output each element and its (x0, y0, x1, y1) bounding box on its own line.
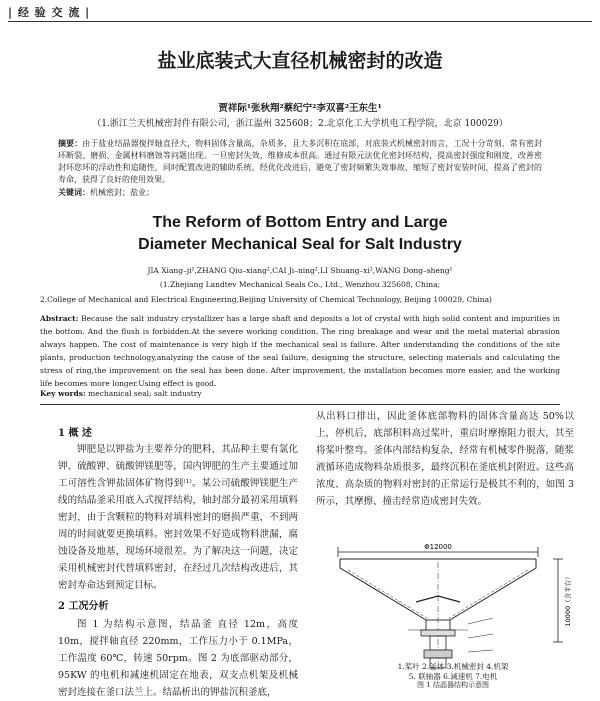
en-title-line2: Diameter Mechanical Seal for Salt Industry (138, 236, 462, 253)
en-title (0, 212, 600, 256)
section2-heading: 2 工况分析 (58, 601, 109, 612)
section1-paragraph: 钾肥是以钾盐为主要养分的肥料，其品种主要有氯化钾、硫酸钾、硫酸钾镁肥等，国内钾肥的生产主要通过加工可溶性含钾盐固体矿物得到⁽¹⁾。某公司硫酸钾镁肥生产线的结晶釜采用底入式搅拌结构，轴封部分最初采用填料密封，由于含颗粒的物料对填料密封的磨损严重，不到两周的时间就要更换填料。密封效果不好造成物料泄漏，腐蚀设备及地基，现场环境很差。为了解决这一问题，决定采用机械密封代替填料密封，在经过几次结构改进后，其密封寿命达到预定目标。 (58, 444, 298, 591)
figure-legend-line1: 1.桨叶 2.釜体 3.机械密封 4.机架 (397, 662, 509, 671)
cn-keywords-label: 关键词： (58, 187, 90, 197)
en-keywords-text: mechanical seal; salt industry (88, 389, 202, 398)
en-abstract-label: Abstract: (40, 314, 79, 323)
right-column-text (316, 408, 574, 510)
cn-authors: 贾祥际¹张秋翔²蔡纪宁²李双喜²王东生¹ (218, 103, 382, 114)
cn-abstract (58, 137, 542, 186)
en-affiliation-1: (1.Zhejiang Landtev Mechanical Seals Co., Ltd., Wenzhou 325608, China; (159, 280, 441, 289)
section2-paragraph: 图 1 为结构示意图，结晶釜 直径 12m，高度 10m，搅拌轴直径 220mm，工作压力小于 0.1MPa，工作温度 60℃，转速 50rpm。图 2 为底部驱动部分，95KW 的电机和减速机固定在地表，双支点机架及机械密封连接在釜口法兰上。结晶析出的钾盐沉积釜底， (58, 619, 298, 698)
cn-keywords-text: 机械密封；盐业； (90, 188, 154, 197)
en-abstract (40, 312, 560, 390)
en-title-line1: The Reform of Bottom Entry and Large (152, 214, 448, 231)
figure-legend-line2: 5. 联轴器 6.减速机 7.电机 (408, 672, 498, 681)
dim-height-label: 10000（含平台） (564, 573, 572, 627)
figure-caption: 图 1 结晶器结构示意图 (417, 681, 489, 689)
cn-abstract-label: 摘要： (58, 138, 83, 148)
section1-heading: 1 概 述 (58, 428, 92, 439)
cn-abstract-text: 由于盐业结晶器搅拌轴直径大，物料固体含量高，杂质多，且大多沉积在底部，对底装式机械密封而言，工况十分苛刻，常有密封环断裂、磨损、金属材料磨蚀等问题出现。一旦密封失效，维修成本很高。通过有限元法优化密封环结构，提高密封强度和刚度，改善密封环您环的浮动性和追随性，同时配置改进的辅助系统。经优化改进后，避免了密封频繁失效事故，缩短了密封安装时间，提高了密封的寿命，获得了良好的使用效果。 (58, 139, 542, 184)
header-rule (8, 21, 592, 22)
cn-keywords (58, 187, 542, 198)
section2-body (58, 616, 298, 701)
en-affiliation-2: 2.College of Mechanical and Electrical Engineering,Beijing University of Chemical Technology, Beijing 100029, China) (40, 295, 492, 304)
right-paragraph: 从出料口排出，因此釜体底部物料的固体含量高达 50%以上，停机后，底部积料高过桨叶，重启时摩擦阻力很大，其至将桨叶整弯。釜体内部结构复杂，经常有机械零件脱落，随浆液循环造成物料杂质很多，最终沉积在釜底机封附近。这些高浓度、高杂质的物料对密封的正常运行是极其不利的，如图 3 所示，其摩擦、撞击经常造成密封失效。 (316, 411, 574, 507)
cn-affiliation: （1.浙江兰天机械密封件有限公司，浙江温州 325608；2.北京化工大学机电工程学院，北京 100029） (92, 119, 508, 129)
en-abstract-text: Because the salt industry crystallizer has a large shaft and deposits a lot of crystal with high solid content and impurities in the bottom. And the flush is forbidden.At the severe working condition, The ring breakage and wear and the metal material abrasion always happen. The cost of maintenance is very high if the mechanical seal is failure. After understanding the conditions of the site plants, production technology,analyzing the cause of the seal failure, designing the structure, selecting materials and calculating the stress of ring,the improvement on the seal has been done. After improvement, the installation becomes more easier, and the working life becomes more longer.Using effect is good. (40, 314, 561, 388)
abstract-divider (40, 404, 560, 405)
en-keywords-label: Key words: (40, 389, 86, 398)
cn-title: 盐业底装式大直径机械密封的改造 (157, 50, 443, 72)
dim-diameter-label: Φ12000 (424, 543, 452, 551)
section-tag: | 经 验 交 流 | (8, 6, 91, 19)
en-keywords (40, 389, 202, 398)
section1-body (58, 441, 298, 594)
en-authors: JIA Xiang–ji¹,ZHANG Qiu–xiang²,CAI Ji–ning²,LI Shuang–xi²,WANG Dong–sheng¹ (147, 266, 453, 275)
